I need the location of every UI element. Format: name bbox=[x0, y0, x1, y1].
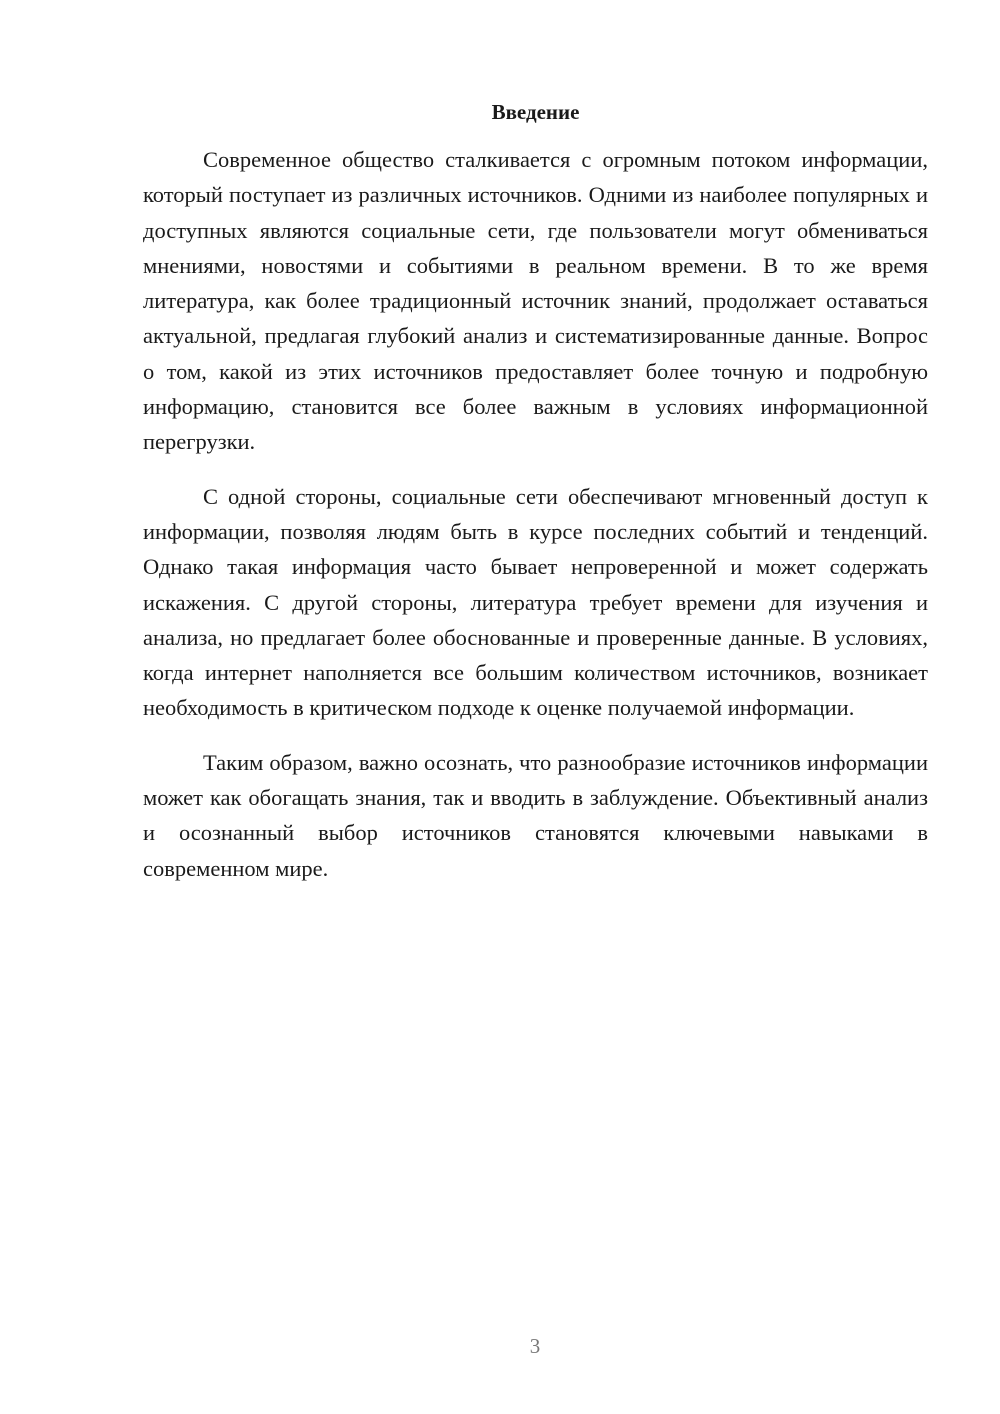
page-title: Введение bbox=[491, 100, 580, 124]
body-text bbox=[143, 142, 928, 905]
paragraph-1: Современное общество сталкивается с огромным потоком информации, который поступает из различных источников. Одними из наиболее популярных и доступных являются социальные сети, где пользователи могут обмениваться мнениями, новостями и событиями в реальном времени. В то же время литература, как более традиционный источник знаний, продолжает оставаться актуальной, предлагая глубокий анализ и систематизированные данные. Вопрос о том, какой из этих источников предоставляет более точную и подробную информацию, становится все более важным в условиях информационной перегрузки. bbox=[143, 147, 928, 455]
paragraph-3: Таким образом, важно осознать, что разнообразие источников информации может как обогащать знания, так и вводить в заблуждение. Объективный анализ и осознанный выбор источников становятся ключевыми навыками в современном мире. bbox=[143, 749, 928, 881]
page-number: 3 bbox=[529, 1334, 541, 1358]
paragraph-2: С одной стороны, социальные сети обеспечивают мгновенный доступ к информации, позволяя людям быть в курсе последних событий и тенденций. Однако такая информация часто бывает непроверенной и может содержать искажения. С другой стороны, литература требует времени для изучения и анализа, но предлагает более обоснованные и проверенные данные. В условиях, когда интернет наполняется все большим количеством источников, возникает необходимость в критическом подходе к оценке получаемой информации. bbox=[143, 483, 928, 721]
